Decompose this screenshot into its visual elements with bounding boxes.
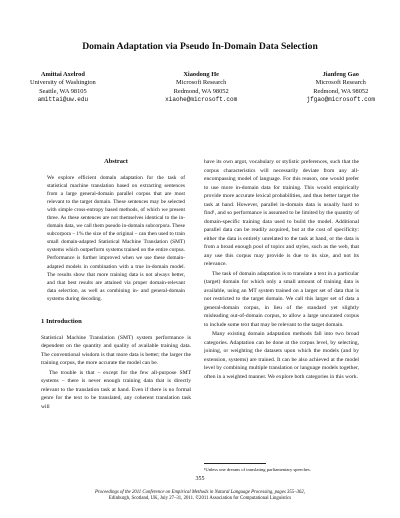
section-heading-introduction: 1 Introduction <box>41 318 82 325</box>
author-name: Jianfeng Gao <box>322 71 359 78</box>
author-location: Redmond, WA 98052 <box>173 87 229 95</box>
body-paragraph-3: Many existing domain adaptation methods fall into two broad categories. Adaptation can be done at the corpus level, by selecting, joining, or weighting the datasets upon which the models (and by extension, systems) are trained. It can be also achieved at the model level by combining multiple translation or language models together, often in a weighted manner. We explore both categories in this work. <box>204 331 359 380</box>
footnote-divider <box>204 463 266 464</box>
author-2 <box>165 71 237 104</box>
intro-paragraph-2: The trouble is that – except for the few all-purpose SMT systems – there is never enough training data that is directly relevant to the translation task at hand. Even if there is no formal genre for the text to be translated, any coherent translation task will <box>41 369 191 410</box>
body-paragraph-1: have its own argot, vocabulary or stylistic preferences, such that the corpus characteristics will necessarily deviate from any all-encompassing model of language. For this reason, one would prefer to use more in-domain data for training. This would empirically provide more accurate lexical probabilities, and thus better target the task at hand. However, parallel in-domain data is usually hard to find¹, and so performance is assumed to be limited by the quantity of domain-specific training data used to build the model. Additional parallel data can be readily acquired, but at the cost of specificity: either the data is entirely unrelated to the task at hand, or the data is from a broad enough pool of topics and styles, such as the web, that any use this corpus may provide is due to its size, and not its relevance. <box>204 159 359 267</box>
intro-paragraph-1: Statistical Machine Translation (SMT) system performance is dependent on the quantity and quality of available training data. The conventional wisdom is that more data is better; the larger the training corpus, the more accurate the model can be. <box>41 334 191 366</box>
author-1 <box>30 71 96 104</box>
author-affiliation: Microsoft Research <box>315 79 366 87</box>
proceedings-line-1: Proceedings of the 2011 Conference on Empirical Methods in Natural Language Processing, pages 355–362, <box>94 490 305 495</box>
abstract-text: We explore efficient domain adaptation for the task of statistical machine translation based on extracting sentences from a large general-domain parallel corpus that are most relevant to the target domain. These sentences may be selected with simple cross-entropy based methods, of which we present three. As these sentences are not themselves identical to the in-domain data, we call them pseudo in-domain subcorpora. These subcorpora – 1% the size of the original – can then used to train small domain-adapted Statistical Machine Translation (SMT) systems which outperform systems trained on the entire corpus. Performance is further improved when we use these domain-adapted models in combination with a true in-domain model. The results show that more training data is not always better, and that best results are attained via proper domain-relevant data selection, as well as combining in- and general-domain systems during decoding. <box>47 174 185 302</box>
author-name: Xiaodong He <box>183 71 219 78</box>
author-block <box>30 71 375 104</box>
author-email: xiaohe@microsoft.com <box>165 95 238 103</box>
author-3 <box>307 71 375 104</box>
author-email: jfgao@microsoft.com <box>306 95 375 103</box>
author-email: amittai@uw.edu <box>37 95 89 103</box>
proceedings-line-2: Edinburgh, Scotland, UK, July 27–31, 2011. ©2011 Association for Computational Linguistics <box>108 496 292 502</box>
paper-title: Domain Adaptation via Pseudo In-Domain Data Selection <box>82 41 318 52</box>
body-paragraph-2: The task of domain adaptation is to translate a text in a particular (target) domain for which only a small amount of training data is available, using an MT system trained on a larger set of data that is not restricted to the target domain. We call this larger set of data a general-domain corpus, in lieu of the standard yet slightly misleading out-of-domain corpus, to allow a large uncurated corpus to include some text that may be relevant to the target domain. <box>204 270 359 328</box>
left-column <box>41 158 191 412</box>
author-name: Amittai Axelrod <box>40 71 85 78</box>
footnote: ¹Unless one dreams of translating parliamentary speeches. <box>204 467 311 472</box>
author-location: Seattle, WA 98105 <box>39 87 87 95</box>
right-column <box>204 158 359 382</box>
proceedings-footer <box>20 490 380 502</box>
abstract-heading: Abstract <box>104 158 128 165</box>
author-affiliation: Microsoft Research <box>176 79 227 87</box>
author-affiliation: University of Washington <box>30 79 96 87</box>
author-location: Redmond, WA 98052 <box>313 87 369 95</box>
page-number: 355 <box>195 476 205 482</box>
